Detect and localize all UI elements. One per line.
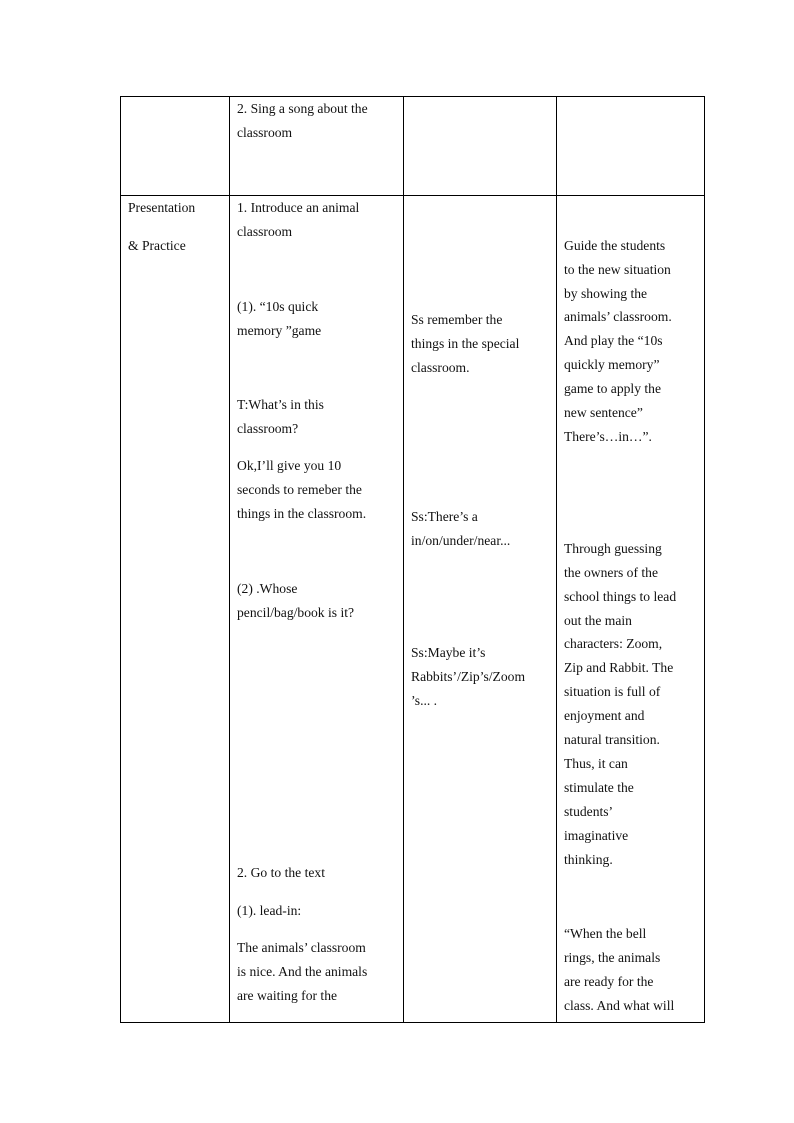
activity-text: Ok,I’ll give you 10 (237, 458, 342, 473)
student-activity-text: Ss:Maybe it’s (411, 645, 486, 660)
purpose-text: school things to lead (564, 589, 677, 604)
purpose-text: imaginative (564, 828, 629, 843)
student-activity-text: Ss remember the (411, 312, 503, 327)
purpose-text: animals’ classroom. (564, 309, 672, 324)
student-activity-text: Rabbits’/Zip’s/Zoom (411, 669, 526, 684)
purpose-text: class. And what will (564, 998, 675, 1013)
table-border-left (120, 96, 121, 1023)
stage-label: & Practice (128, 238, 186, 253)
stage-label: Presentation (128, 200, 196, 215)
purpose-text: game to apply the (564, 381, 662, 396)
activity-text: classroom (237, 224, 293, 239)
activity-text: pencil/bag/book is it? (237, 605, 355, 620)
activity-text: 1. Introduce an animal (237, 200, 360, 215)
purpose-text: students’ (564, 804, 614, 819)
purpose-text: Zip and Rabbit. The (564, 660, 674, 675)
purpose-text: There’s…in…”. (564, 429, 652, 444)
activity-text: seconds to remeber the (237, 482, 362, 497)
table-border-right (704, 96, 705, 1023)
purpose-text: Guide the students (564, 238, 666, 253)
purpose-text: enjoyment and (564, 708, 645, 723)
activity-text: is nice. And the animals (237, 964, 368, 979)
purpose-text: “When the bell (564, 926, 647, 941)
purpose-text: are ready for the (564, 974, 654, 989)
student-activity-text: in/on/under/near... (411, 533, 511, 548)
purpose-text: rings, the animals (564, 950, 661, 965)
activity-text: 2. Go to the text (237, 865, 325, 880)
purpose-text: the owners of the (564, 565, 658, 580)
activity-text: (1). lead-in: (237, 903, 302, 918)
activity-text: are waiting for the (237, 988, 338, 1003)
table-border-bottom (120, 1022, 705, 1023)
purpose-text: out the main (564, 613, 632, 628)
purpose-text: new sentence” (564, 405, 643, 420)
table-row-divider (120, 195, 705, 196)
table-cell-text: 2. Sing a song about the (237, 101, 368, 116)
activity-text: The animals’ classroom (237, 940, 366, 955)
table-cell-text: classroom (237, 125, 293, 140)
student-activity-text: classroom. (411, 360, 470, 375)
purpose-text: natural transition. (564, 732, 660, 747)
student-activity-text: things in the special (411, 336, 520, 351)
purpose-text: And play the “10s (564, 333, 663, 348)
purpose-text: Thus, it can (564, 756, 628, 771)
purpose-text: quickly memory” (564, 357, 660, 372)
activity-text: (1). “10s quick (237, 299, 319, 314)
activity-text: things in the classroom. (237, 506, 367, 521)
purpose-text: stimulate the (564, 780, 634, 795)
table-column-divider (403, 96, 404, 1023)
purpose-text: by showing the (564, 286, 648, 301)
table-column-divider (229, 96, 230, 1023)
table-column-divider (556, 96, 557, 1023)
purpose-text: thinking. (564, 852, 613, 867)
purpose-text: to the new situation (564, 262, 671, 277)
purpose-text: Through guessing (564, 541, 662, 556)
activity-text: T:What’s in this (237, 397, 324, 412)
purpose-text: situation is full of (564, 684, 661, 699)
activity-text: classroom? (237, 421, 299, 436)
activity-text: (2) .Whose (237, 581, 298, 596)
student-activity-text: ’s... . (411, 693, 438, 708)
table-border-top (120, 96, 705, 97)
student-activity-text: Ss:There’s a (411, 509, 478, 524)
purpose-text: characters: Zoom, (564, 636, 663, 651)
activity-text: memory ”game (237, 323, 322, 338)
